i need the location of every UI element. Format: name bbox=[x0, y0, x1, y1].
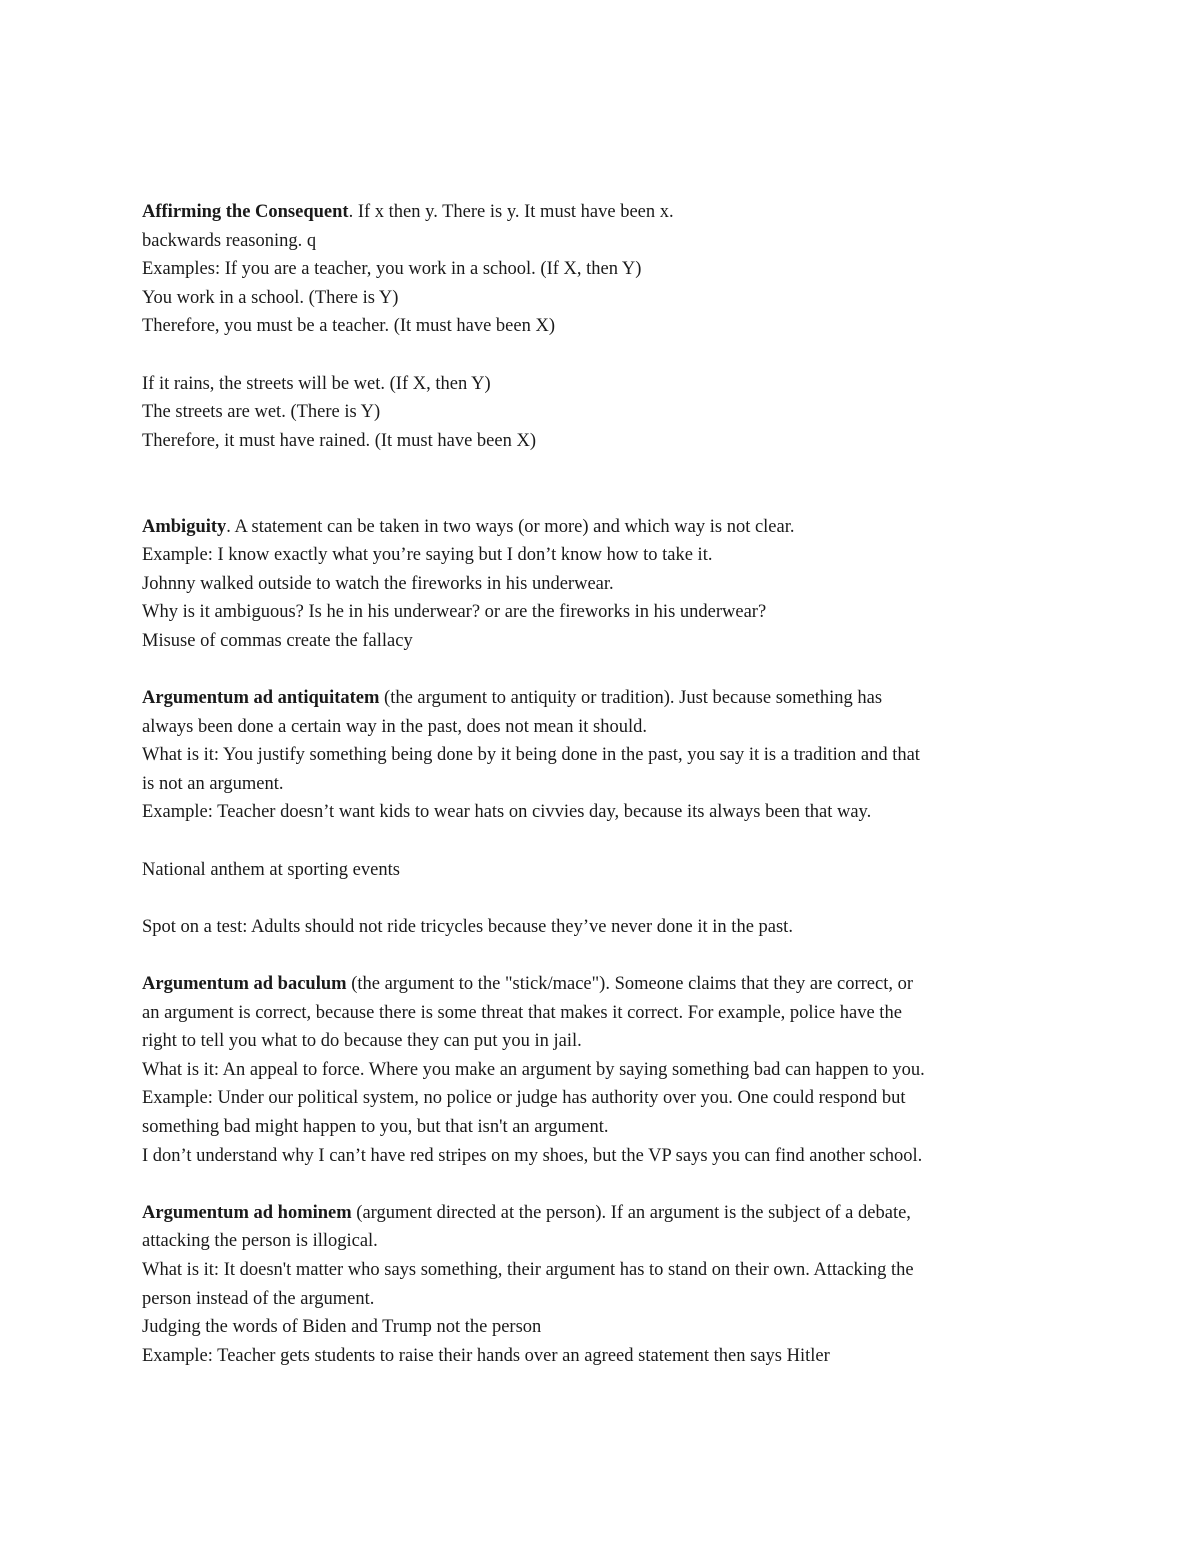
section-argumentum-ad-baculum bbox=[142, 970, 1062, 1170]
blank-line bbox=[142, 656, 1062, 685]
document-body bbox=[142, 198, 1062, 1370]
text-line: an argument is correct, because there is some threat that makes it correct. For example, police have the bbox=[142, 1002, 902, 1023]
text-line: You work in a school. (There is Y) bbox=[142, 287, 399, 308]
section-heading-line bbox=[142, 970, 1062, 999]
text-line: What is it: It doesn't matter who says something, their argument has to stand on their own. Attacking the bbox=[142, 1259, 914, 1280]
blank-line bbox=[142, 484, 1062, 513]
definition-text: . A statement can be taken in two ways (or more) and which way is not clear. bbox=[226, 516, 795, 537]
text-line: Examples: If you are a teacher, you work in a school. (If X, then Y) bbox=[142, 259, 642, 280]
text-line: I don’t understand why I can’t have red stripes on my shoes, but the VP says you can find another school. bbox=[142, 1145, 923, 1166]
text-line: Therefore, you must be a teacher. (It must have been X) bbox=[142, 316, 555, 337]
definition-text: (the argument to antiquity or tradition). Just because something has bbox=[379, 688, 883, 709]
definition-text: (argument directed at the person). If an argument is the subject of a debate, bbox=[351, 1202, 911, 1223]
section-heading-line bbox=[142, 1199, 1062, 1228]
text-line: Example: Teacher doesn’t want kids to wear hats on civvies day, because its always been that way. bbox=[142, 802, 872, 823]
text-line: Example: Under our political system, no police or judge has authority over you. One could respond but bbox=[142, 1088, 906, 1109]
text-line: National anthem at sporting events bbox=[142, 859, 400, 880]
text-line: always been done a certain way in the past, does not mean it should. bbox=[142, 716, 648, 737]
blank-line bbox=[142, 455, 1062, 484]
text-line: What is it: You justify something being done by it being done in the past, you say it is a tradition and that bbox=[142, 745, 920, 766]
text-line: What is it: An appeal to force. Where you make an argument by saying something bad can happen to you. bbox=[142, 1059, 925, 1080]
term-heading: Argumentum ad baculum bbox=[142, 974, 347, 995]
blank-line bbox=[142, 341, 1062, 370]
text-line: Misuse of commas create the fallacy bbox=[142, 630, 413, 651]
term-heading: Ambiguity bbox=[142, 516, 227, 537]
blank-line bbox=[142, 884, 1062, 913]
text-line: Therefore, it must have rained. (It must have been X) bbox=[142, 430, 537, 451]
section-argumentum-ad-hominem bbox=[142, 1199, 1062, 1371]
term-heading: Affirming the Consequent bbox=[142, 202, 349, 222]
text-line: right to tell you what to do because they can put you in jail. bbox=[142, 1031, 582, 1052]
text-line: Spot on a test: Adults should not ride tricycles because they’ve never done it in the past. bbox=[142, 916, 793, 937]
text-line: Johnny walked outside to watch the fireworks in his underwear. bbox=[142, 573, 614, 594]
text-line: The streets are wet. (There is Y) bbox=[142, 402, 381, 423]
blank-line bbox=[142, 827, 1062, 856]
text-line: person instead of the argument. bbox=[142, 1288, 375, 1309]
text-line: If it rains, the streets will be wet. (If X, then Y) bbox=[142, 373, 491, 394]
blank-line bbox=[142, 1170, 1062, 1199]
definition-text: . If x then y. There is y. It must have been x. bbox=[348, 202, 674, 222]
text-line: attacking the person is illogical. bbox=[142, 1231, 378, 1252]
section-affirming-the-consequent bbox=[142, 198, 1062, 455]
text-line: Example: Teacher gets students to raise their hands over an agreed statement then says Hitler bbox=[142, 1345, 830, 1366]
blank-line bbox=[142, 941, 1062, 970]
text-line: Judging the words of Biden and Trump not the person bbox=[142, 1317, 542, 1338]
section-ambiguity bbox=[142, 513, 1062, 656]
section-heading-line bbox=[142, 513, 1062, 542]
text-line: something bad might happen to you, but that isn't an argument. bbox=[142, 1117, 609, 1137]
term-heading: Argumentum ad hominem bbox=[142, 1202, 352, 1223]
section-heading-line bbox=[142, 198, 1062, 227]
term-heading: Argumentum ad antiquitatem bbox=[142, 688, 380, 709]
definition-text: (the argument to the "stick/mace"). Someone claims that they are correct, or bbox=[346, 974, 914, 995]
section-heading-line bbox=[142, 684, 1062, 713]
text-line: Why is it ambiguous? Is he in his underwear? or are the fireworks in his underwear? bbox=[142, 602, 767, 623]
text-line: Example: I know exactly what you’re saying but I don’t know how to take it. bbox=[142, 545, 713, 566]
section-argumentum-ad-antiquitatem bbox=[142, 684, 1062, 941]
text-line: backwards reasoning. q bbox=[142, 230, 317, 251]
text-line: is not an argument. bbox=[142, 773, 284, 794]
